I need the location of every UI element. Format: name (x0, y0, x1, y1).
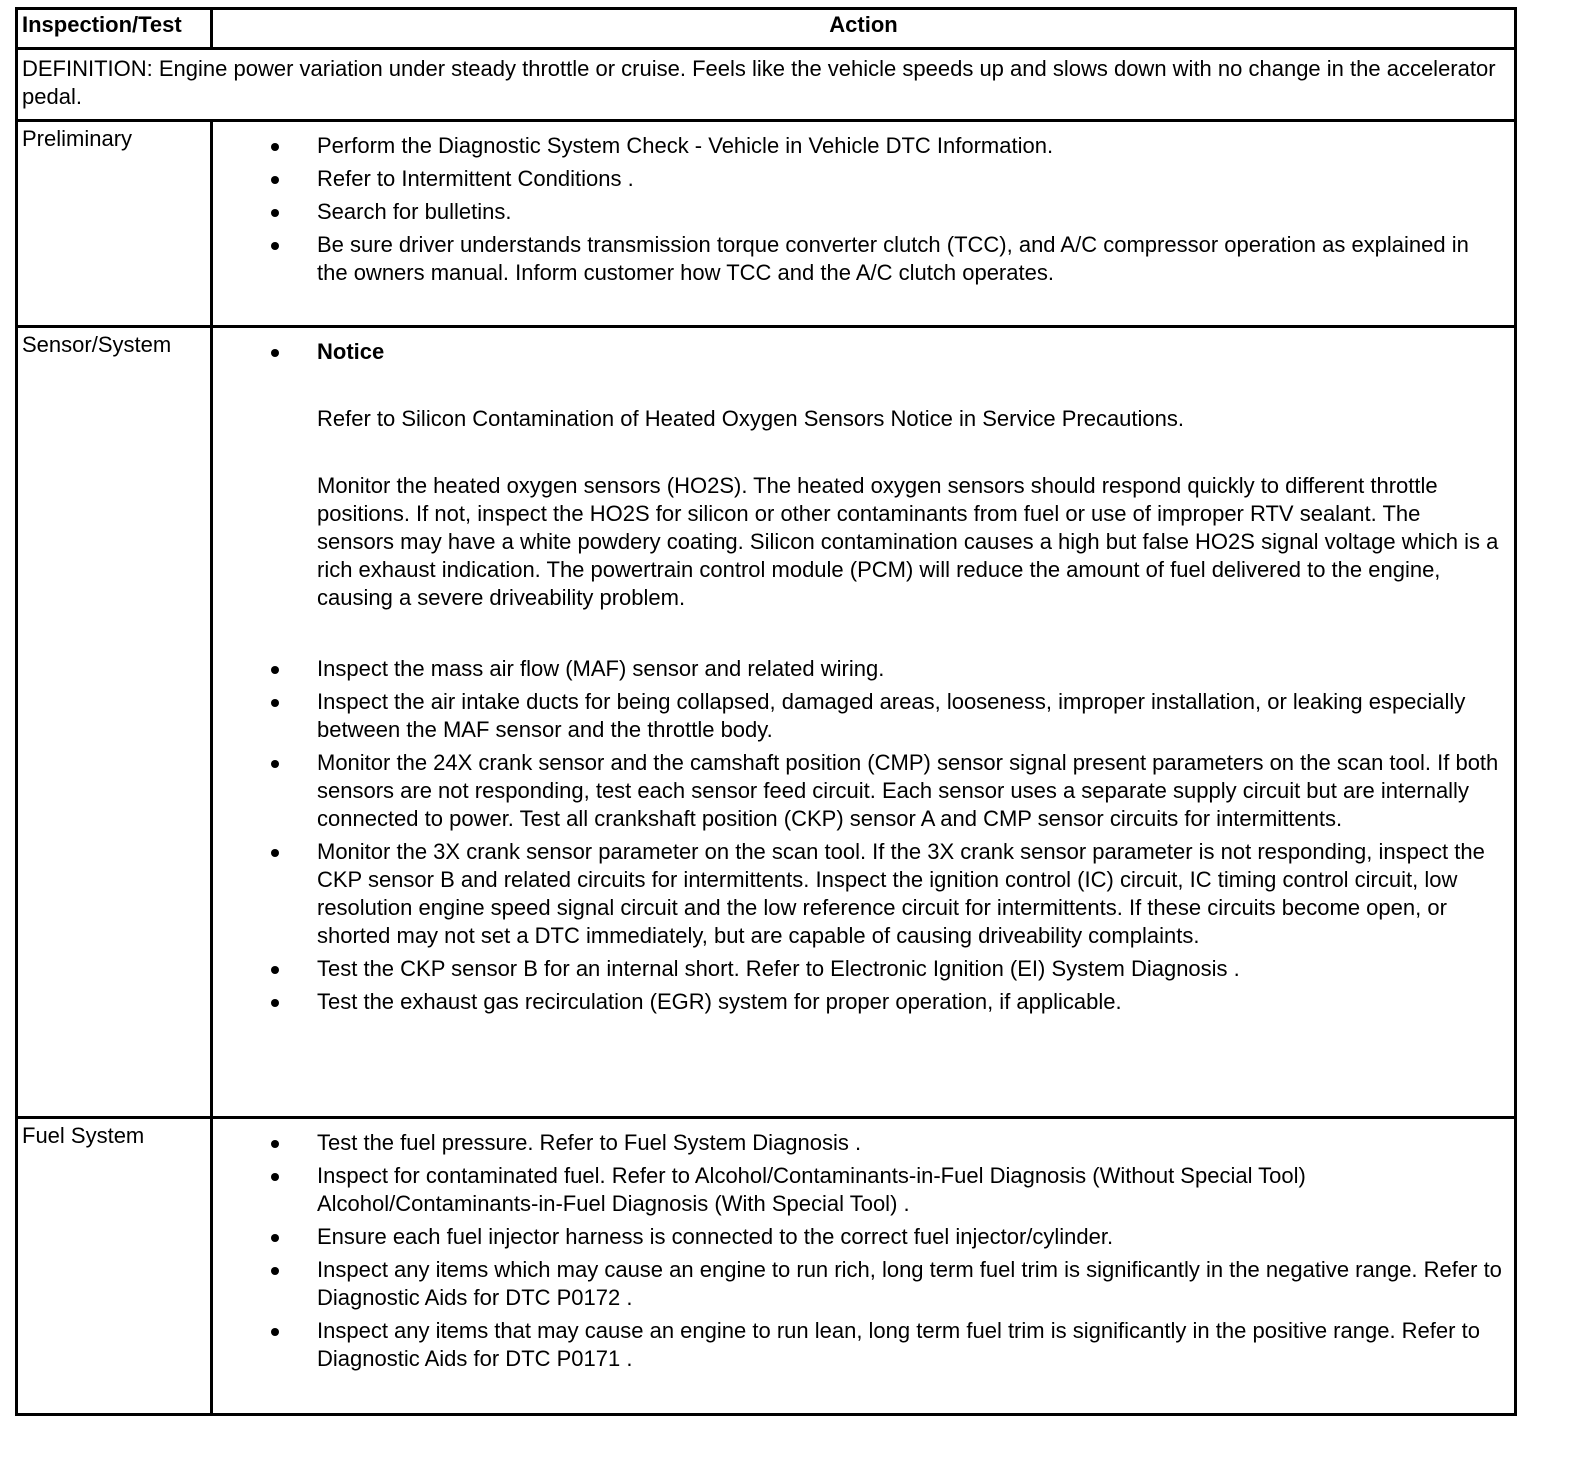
notice-text: Refer to Silicon Contamination of Heated Oxygen Sensors Notice in Service Precautions. (317, 406, 1184, 431)
list-item: Monitor the 24X crank sensor and the camshaft position (CMP) sensor signal present parameters on the scan tool. If both sensors are not responding, test each sensor feed circuit. Each sensor uses a separate supply circuit but are internally connected to power. Test all crankshaft position (CKP) sensor A and CMP sensor circuits for intermittents. (317, 749, 1502, 833)
list-item: Inspect any items which may cause an engine to run rich, long term fuel trim is significantly in the negative range. Refer to Diagnostic Aids for DTC P0172 . (317, 1257, 1502, 1310)
diagnostic-table (15, 7, 1517, 1416)
row-label: Preliminary (17, 121, 212, 327)
definition-text: DEFINITION: Engine power variation under steady throttle or cruise. Feels like the vehicle speeds up and slows down with no change in the accelerator pedal. (17, 49, 1516, 121)
list-item: Test the CKP sensor B for an internal short. Refer to Electronic Ignition (EI) System Diagnosis . (317, 955, 1502, 983)
list-item: Be sure driver understands transmission torque converter clutch (TCC), and A/C compressor operation as explained in the owners manual. Inform customer how TCC and the A/C clutch operates. (317, 231, 1502, 287)
row-label: Fuel System (17, 1118, 212, 1415)
action-list (217, 1129, 1510, 1373)
table-row-sensor-system (17, 327, 1516, 1118)
definition-row (17, 49, 1516, 121)
list-item: Inspect the air intake ducts for being collapsed, damaged areas, looseness, improper installation, or leaking especially between the MAF sensor and the throttle body. (317, 688, 1502, 744)
list-item: Ensure each fuel injector harness is connected to the correct fuel injector/cylinder. (317, 1223, 1502, 1251)
notice-detail: Monitor the heated oxygen sensors (HO2S). The heated oxygen sensors should respond quickly to different throttle positions. If not, inspect the HO2S for silicon or other contaminants from fuel or use of improper RTV sealant. The sensors may have a white powdery coating. Silicon contamination causes a high but false HO2S signal voltage which is a rich exhaust indication. The powertrain control module (PCM) will reduce the amount of fuel delivered to the engine, causing a severe driveability problem. (317, 473, 1499, 610)
header-row (17, 9, 1516, 49)
list-item: Perform the Diagnostic System Check - Vehicle in Vehicle DTC Information. (317, 132, 1502, 160)
list-item: Monitor the 3X crank sensor parameter on the scan tool. If the 3X crank sensor parameter is not responding, inspect the CKP sensor B and related circuits for intermittents. Inspect the ignition control (IC) circuit, IC timing control circuit, low resolution engine speed signal circuit and the low reference circuit for intermittents. If these circuits become open, or shorted may not set a DTC immediately, but are capable of causing driveability complaints. (317, 838, 1502, 950)
list-item: Inspect the mass air flow (MAF) sensor and related wiring. (317, 655, 1502, 683)
action-list (217, 338, 1510, 1016)
table-row-preliminary (17, 121, 1516, 327)
row-label: Sensor/System (17, 327, 212, 1118)
notice-title: Notice (317, 339, 385, 364)
list-item: Search for bulletins. (317, 198, 1502, 226)
table-row-fuel-system (17, 1118, 1516, 1415)
list-item: Refer to Intermittent Conditions . (317, 165, 1502, 193)
inspection-header: Inspection/Test (17, 9, 212, 49)
action-header: Action (212, 9, 1516, 49)
list-item: Test the exhaust gas recirculation (EGR) system for proper operation, if applicable. (317, 988, 1502, 1016)
list-item: Test the fuel pressure. Refer to Fuel System Diagnosis . (317, 1129, 1502, 1157)
notice-item (317, 338, 1502, 612)
list-item: Inspect any items that may cause an engine to run lean, long term fuel trim is significantly in the positive range. Refer to Diagnostic Aids for DTC P0171 . (317, 1317, 1502, 1373)
list-item: Inspect for contaminated fuel. Refer to Alcohol/Contaminants-in-Fuel Diagnosis (Without Special Tool) Alcohol/Contaminants-in-Fuel Diagnosis (With Special Tool) . (317, 1162, 1502, 1218)
action-list (217, 132, 1510, 287)
